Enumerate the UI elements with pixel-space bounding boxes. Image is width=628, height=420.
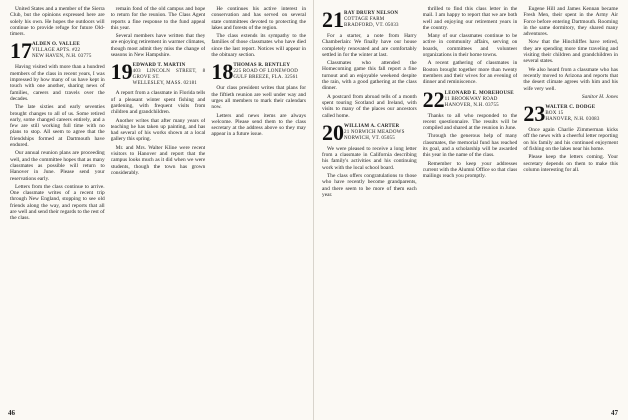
column-text: Having visited with more than a hundred members of the class in recent years, I was impressed by how many of us have kept in touch with one another, sharing news of families, careers and travels over the decades.: [10, 64, 105, 102]
secretary-name: WALTER C. DODGE: [545, 105, 596, 111]
secretary-address: [32, 41, 92, 60]
column-text: The class extends its sympathy to the families of those classmates who have died since the last report. Notices will appear in the obituary section.: [211, 33, 307, 59]
address-line: WELLESLEY, MASS. 02181: [132, 81, 197, 87]
column-text: Letters from the class continue to arrive. One classmate writes of a recent trip through New England, stopping to see old friends along the way, and reports that all are well and send their regards to the rest of the class.: [10, 183, 105, 222]
address-line: HANOVER, N.H. 03755: [444, 102, 499, 108]
column-text: Eugene Hill and James Kennan became Fresh Men, their spent in the Army Air Force before entering Dartmouth. Rooming in the same dormitory, they shared many adventures.: [523, 6, 619, 38]
address-line: COTTAGE FARM: [344, 17, 385, 22]
column-text: Many of our classmates continue to be active in community affairs, serving on boards, committees and volunteer organizations in their home towns.: [422, 33, 518, 59]
class-number: 19: [110, 59, 133, 85]
right-page: [314, 0, 628, 420]
class-entry: [422, 86, 518, 112]
column-text: He continues his active interest in conservation and has served on several state committees devoted to protecting the lakes and forests of the region.: [211, 6, 307, 31]
column-text: A recent gathering of classmates in Boston brought together more than twenty members and their wives for an evening of dinner and reminiscence.: [422, 60, 518, 86]
secretary-address: [344, 123, 405, 142]
column-text: Now that the Hinchliffes have retired, they are spending more time traveling and visiting their children and grandchildren in several states.: [523, 39, 619, 65]
page-number: 46: [8, 409, 15, 417]
address-line: NEW HAVEN, N.H. 03775: [32, 54, 92, 60]
class-number: 22: [422, 86, 445, 112]
class-entry: [211, 59, 306, 85]
right-column-1: [322, 6, 417, 398]
page-number: 47: [611, 409, 618, 417]
column-text: The class offers congratulations to those who have recently become grandparents, and there seem to be more of them each year.: [322, 173, 417, 198]
secretary-name: THOMAS R. BENTLEY: [233, 63, 291, 69]
column-text: Thanks to all who responded to the recent questionnaire. The results will be compiled and shared at the reunion in June.: [422, 112, 518, 132]
column-text: United States and a member of the Sierra Club, but the opinions expressed here are solely his own. He hopes the outdoors will continue to provide refuge for future Old-timers.: [10, 6, 105, 38]
secretary-address: [233, 62, 298, 81]
column-text: Our class president writes that plans for the fiftieth reunion are well under way and urges all members to mark their calendars now.: [211, 85, 307, 111]
column-text: Remember to keep your addresses current with the Alumni Office so that class mailings reach you promptly.: [422, 160, 518, 180]
class-number: 18: [211, 59, 234, 85]
secretary-address: [445, 90, 514, 109]
class-number: 21: [322, 7, 344, 32]
class-entry: [523, 101, 618, 127]
address-line: GULF BREEZE, FLA. 32561: [233, 75, 299, 81]
column-text: Please keep the letters coming. Your secretary depends on them to make this column interesting for all.: [523, 154, 619, 173]
column-text: Several members have written that they are enjoying retirement in warmer climates, though most admit they miss the change of seasons in New Hampshire.: [110, 33, 206, 59]
column-text: Classmates who attended the Homecoming game this fall report a fine turnout and an enjoyable weekend despite the rain, with a good gathering at the class dinner.: [322, 60, 417, 92]
secretary-name: EDWARD T. MARTIN: [132, 63, 186, 69]
address-line: 225 ROAD OF LONEWOOD: [233, 69, 299, 75]
class-entry: [110, 59, 206, 87]
address-line: 21 NORWICH MEADOWS: [344, 129, 405, 135]
class-number: 20: [322, 119, 344, 145]
class-entry: [10, 38, 105, 64]
column-text: For a starter, a note from Harry Chamberlain: We finally have our house completely renovated and are comfortably settled in for the winter at last.: [322, 33, 417, 58]
address-line: NORWICH, VT. 05055: [344, 135, 395, 141]
address-line: BOX 15: [545, 111, 564, 117]
column-text: Once again Charlie Zimmerman kicks off the news with a cheerful letter reporting on his family and his continued enjoyment of fishing on the lakes near his home.: [523, 127, 619, 153]
secretary-address: [545, 104, 599, 123]
left-column-1: [10, 6, 105, 398]
column-text: Letters and news items are always welcome. Please send them to the class secretary at the address above so they may appear in a future issue.: [211, 112, 307, 138]
right-column-3: [523, 6, 618, 398]
class-entry: [322, 7, 417, 32]
column-text: We were pleased to receive a long letter from a classmate in California describing his family's activities and his continuing work with the local school board.: [322, 145, 417, 171]
secretary-name: WILLIAM A. CARTER: [344, 123, 400, 129]
class-entry: [322, 119, 417, 145]
address-line: HANOVER, N.H. 03083: [545, 117, 600, 123]
secretary-name: ALDEN O. VALLEE: [32, 42, 80, 48]
class-number: 17: [10, 38, 32, 64]
signoff: Sanitor H. Jones: [581, 93, 619, 100]
column-text: A report from a classmate in Florida tells of a pleasant winter spent fishing and gardening, with frequent visits from children and grandchildren.: [110, 90, 206, 116]
secretary-address: [133, 62, 206, 87]
column-text: remain fond of the old campus and hope to return for the reunion. The Class Agent reports a fine response to the fund appeal this year.: [110, 6, 206, 31]
address-line: 11 BROOKWAY ROAD: [444, 96, 498, 102]
column-text: Mr. and Mrs. Walter Kline were recent visitors to Hanover and report that the campus looks much as it did when we were students, though the town has grown considerably.: [110, 144, 206, 176]
class-number: 23: [523, 101, 546, 127]
left-column-2: [111, 6, 206, 398]
column-text: Another writes that after many years of teaching he has taken up painting, and has had several of his works shown at a local gallery this spring.: [110, 117, 206, 143]
address-line: BRADFORD, VT. 05033: [344, 23, 399, 28]
secretary-name: LEONARD E. MOREHOUSE: [444, 90, 514, 96]
left-column-3: [211, 6, 306, 398]
address-line: VILLAGE APTS. #22: [32, 48, 81, 54]
secretary-address: [344, 10, 399, 29]
column-text: thrilled to find this class letter in the mail. I am happy to report that we are both well and enjoying our retirement years in the country.: [422, 6, 518, 31]
column-text: The late sixties and early seventies brought changes to all of us. Some retired early, some changed careers entirely, and a few are still working full time with no plans to stop. All seem to agree that the friendships formed at Dartmouth have endured.: [10, 104, 105, 149]
column-text: A postcard from abroad tells of a month spent touring Scotland and Ireland, with visits to many of the places our ancestors called home.: [322, 93, 417, 119]
column-text: We also heard from a classmate who has recently moved to Arizona and reports that the desert climate agrees with him and his wife very well.: [523, 66, 619, 92]
right-column-2: [423, 6, 518, 398]
secretary-name: RAY DRURY NELSON: [344, 11, 399, 16]
column-text: Through the generous help of many classmates, the memorial fund has reached its goal, and a scholarship will be awarded this year in the name of the class.: [422, 133, 518, 159]
column-text: Our annual reunion plans are proceeding well, and the committee hopes that as many classmates as possible will return to Hanover in June. Please send your reservations early.: [10, 150, 105, 182]
address-line: 403 LINCOLN STREET, 8 GROVE ST.: [132, 69, 206, 81]
